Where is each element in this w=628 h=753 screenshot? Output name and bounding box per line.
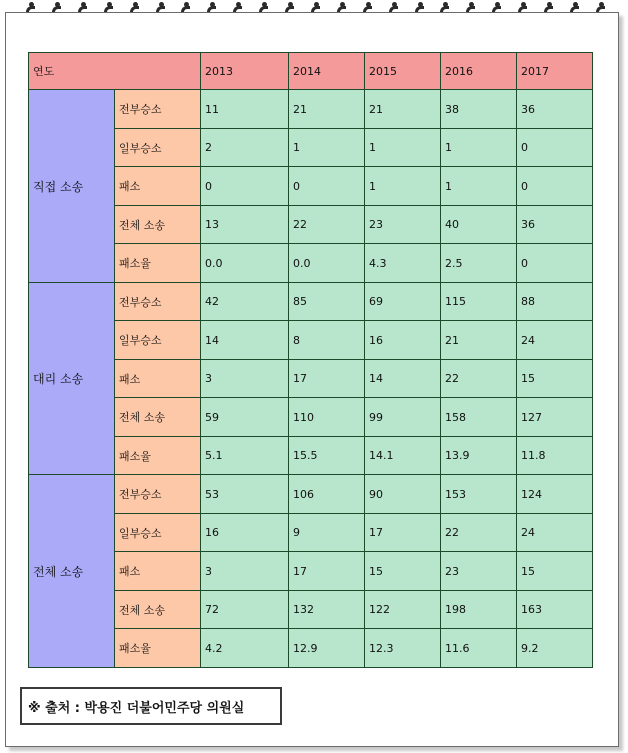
row-label: 일부승소 — [115, 128, 201, 167]
row-label: 일부승소 — [115, 513, 201, 552]
value-cell: 1 — [365, 167, 441, 206]
group-label: 전체 소송 — [29, 475, 115, 668]
row-label: 전부승소 — [115, 90, 201, 129]
value-cell: 13 — [201, 205, 289, 244]
header-year-label: 연도 — [29, 53, 201, 90]
value-cell: 3 — [201, 359, 289, 398]
value-cell: 11.8 — [517, 436, 593, 475]
value-cell: 17 — [289, 359, 365, 398]
value-cell: 0 — [517, 128, 593, 167]
value-cell: 3 — [201, 552, 289, 591]
row-label: 전부승소 — [115, 282, 201, 321]
value-cell: 110 — [289, 398, 365, 437]
value-cell: 0 — [201, 167, 289, 206]
value-cell: 106 — [289, 475, 365, 514]
header-year-2014: 2014 — [289, 53, 365, 90]
value-cell: 2 — [201, 128, 289, 167]
value-cell: 15 — [365, 552, 441, 591]
lawsuit-statistics-table — [28, 52, 593, 668]
value-cell: 5.1 — [201, 436, 289, 475]
value-cell: 15 — [517, 359, 593, 398]
value-cell: 4.2 — [201, 629, 289, 668]
row-label: 패소 — [115, 552, 201, 591]
header-year-2013: 2013 — [201, 53, 289, 90]
value-cell: 90 — [365, 475, 441, 514]
value-cell: 0 — [289, 167, 365, 206]
value-cell: 1 — [365, 128, 441, 167]
value-cell: 11 — [201, 90, 289, 129]
table-row — [29, 475, 593, 514]
value-cell: 124 — [517, 475, 593, 514]
value-cell: 14 — [201, 321, 289, 360]
table-header-row — [29, 53, 593, 90]
value-cell: 15.5 — [289, 436, 365, 475]
value-cell: 16 — [201, 513, 289, 552]
value-cell: 158 — [441, 398, 517, 437]
row-label: 일부승소 — [115, 321, 201, 360]
row-label: 패소율 — [115, 244, 201, 283]
value-cell: 14 — [365, 359, 441, 398]
value-cell: 38 — [441, 90, 517, 129]
value-cell: 17 — [365, 513, 441, 552]
value-cell: 72 — [201, 590, 289, 629]
row-label: 패소율 — [115, 436, 201, 475]
value-cell: 22 — [441, 513, 517, 552]
row-label: 전체 소송 — [115, 590, 201, 629]
value-cell: 24 — [517, 321, 593, 360]
value-cell: 198 — [441, 590, 517, 629]
header-year-2015: 2015 — [365, 53, 441, 90]
value-cell: 21 — [441, 321, 517, 360]
value-cell: 132 — [289, 590, 365, 629]
source-note: ※ 출처 : 박용진 더불어민주당 의원실 — [20, 687, 282, 725]
value-cell: 22 — [289, 205, 365, 244]
value-cell: 15 — [517, 552, 593, 591]
value-cell: 13.9 — [441, 436, 517, 475]
value-cell: 23 — [365, 205, 441, 244]
value-cell: 9 — [289, 513, 365, 552]
value-cell: 53 — [201, 475, 289, 514]
value-cell: 4.3 — [365, 244, 441, 283]
value-cell: 59 — [201, 398, 289, 437]
value-cell: 99 — [365, 398, 441, 437]
value-cell: 1 — [441, 128, 517, 167]
row-label: 패소율 — [115, 629, 201, 668]
value-cell: 85 — [289, 282, 365, 321]
table-row — [29, 282, 593, 321]
value-cell: 0 — [517, 244, 593, 283]
value-cell: 14.1 — [365, 436, 441, 475]
value-cell: 42 — [201, 282, 289, 321]
value-cell: 23 — [441, 552, 517, 591]
value-cell: 2.5 — [441, 244, 517, 283]
header-year-2016: 2016 — [441, 53, 517, 90]
value-cell: 16 — [365, 321, 441, 360]
value-cell: 36 — [517, 90, 593, 129]
value-cell: 11.6 — [441, 629, 517, 668]
value-cell: 40 — [441, 205, 517, 244]
row-label: 전체 소송 — [115, 205, 201, 244]
value-cell: 0 — [517, 167, 593, 206]
value-cell: 115 — [441, 282, 517, 321]
value-cell: 9.2 — [517, 629, 593, 668]
value-cell: 17 — [289, 552, 365, 591]
value-cell: 21 — [289, 90, 365, 129]
value-cell: 88 — [517, 282, 593, 321]
value-cell: 24 — [517, 513, 593, 552]
row-label: 전부승소 — [115, 475, 201, 514]
value-cell: 1 — [441, 167, 517, 206]
value-cell: 127 — [517, 398, 593, 437]
value-cell: 8 — [289, 321, 365, 360]
value-cell: 0.0 — [201, 244, 289, 283]
group-label: 대리 소송 — [29, 282, 115, 475]
group-label: 직접 소송 — [29, 90, 115, 283]
row-label: 패소 — [115, 359, 201, 398]
value-cell: 69 — [365, 282, 441, 321]
value-cell: 122 — [365, 590, 441, 629]
value-cell: 22 — [441, 359, 517, 398]
value-cell: 163 — [517, 590, 593, 629]
value-cell: 12.3 — [365, 629, 441, 668]
header-year-2017: 2017 — [517, 53, 593, 90]
value-cell: 36 — [517, 205, 593, 244]
value-cell: 12.9 — [289, 629, 365, 668]
value-cell: 21 — [365, 90, 441, 129]
value-cell: 153 — [441, 475, 517, 514]
row-label: 전체 소송 — [115, 398, 201, 437]
value-cell: 0.0 — [289, 244, 365, 283]
value-cell: 1 — [289, 128, 365, 167]
table-row — [29, 90, 593, 129]
row-label: 패소 — [115, 167, 201, 206]
